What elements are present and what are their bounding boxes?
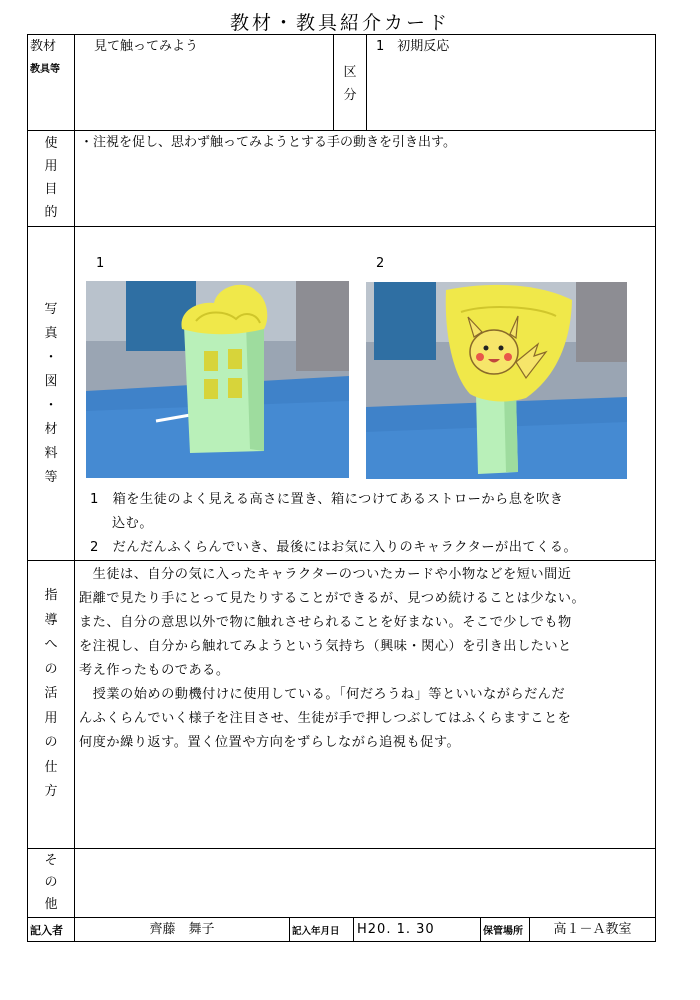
photo-2 bbox=[366, 282, 627, 479]
other-label: そ の 他 bbox=[44, 853, 58, 912]
author-value: 齊藤 舞子 bbox=[149, 922, 215, 937]
photo-1-number: 1 bbox=[96, 256, 105, 271]
author-label: 記入者 bbox=[30, 924, 63, 937]
name-label-sub: 教具等 bbox=[30, 64, 60, 75]
name-label: 教材 bbox=[30, 39, 57, 54]
category-label: 区 分 bbox=[343, 65, 357, 103]
purpose-label: 使 用 目 的 bbox=[44, 136, 58, 220]
purpose-value: ・注視を促し、思わず触ってみようとする手の動きを引き出す。 bbox=[80, 135, 456, 150]
card-title: 教材・教具紹介カード bbox=[229, 12, 450, 34]
photo-2-number: 2 bbox=[376, 256, 385, 271]
category-value: 1 初期反応 bbox=[376, 39, 450, 54]
caption-1: 1 箱を生徒のよく見える高さに置き、箱につけてあるストローから息を吹き bbox=[90, 492, 564, 507]
storage-label: 保管場所 bbox=[483, 926, 523, 937]
date-label: 記入年月日 bbox=[292, 926, 340, 937]
date-value: H20. 1. 30 bbox=[357, 922, 435, 937]
storage-value: 高１－Ａ教室 bbox=[553, 922, 632, 937]
name-value: 見て触ってみよう bbox=[94, 39, 199, 54]
guidance-text: 生徒は、自分の気に入ったキャラクターのついたカードや小物などを短い間近 距離で見たり手にとって見たりすることができるが、見つめ続けることは少ない。 また、自分の意思以外で物に触れさせられることを好まない。そこで少しでも物 を注視し、自分から触れてみようという気持ち（興味・関心）を引き出したいと 考え作ったものである。 授業の始めの動機付けに使用している。「何だろうね」等といいながらだんだ んふくらんでいく様子を注目させ、生徒が手で押しつぶしてはふくらますことを 何度か繰り返す。置く位置や方向をずらしながら追視も促す。 bbox=[79, 567, 586, 750]
photo-1 bbox=[86, 281, 349, 478]
photo-label: 写 真 ・ 図 ・ 材 料 等 bbox=[44, 302, 58, 485]
caption-2: 2 だんだんふくらんでいき、最後にはお気に入りのキャラクターが出てくる。 bbox=[90, 540, 578, 555]
caption-1-cont: 込む。 bbox=[112, 516, 154, 531]
guidance-label: 指 導 へ の 活 用 の 仕 方 bbox=[44, 588, 58, 799]
